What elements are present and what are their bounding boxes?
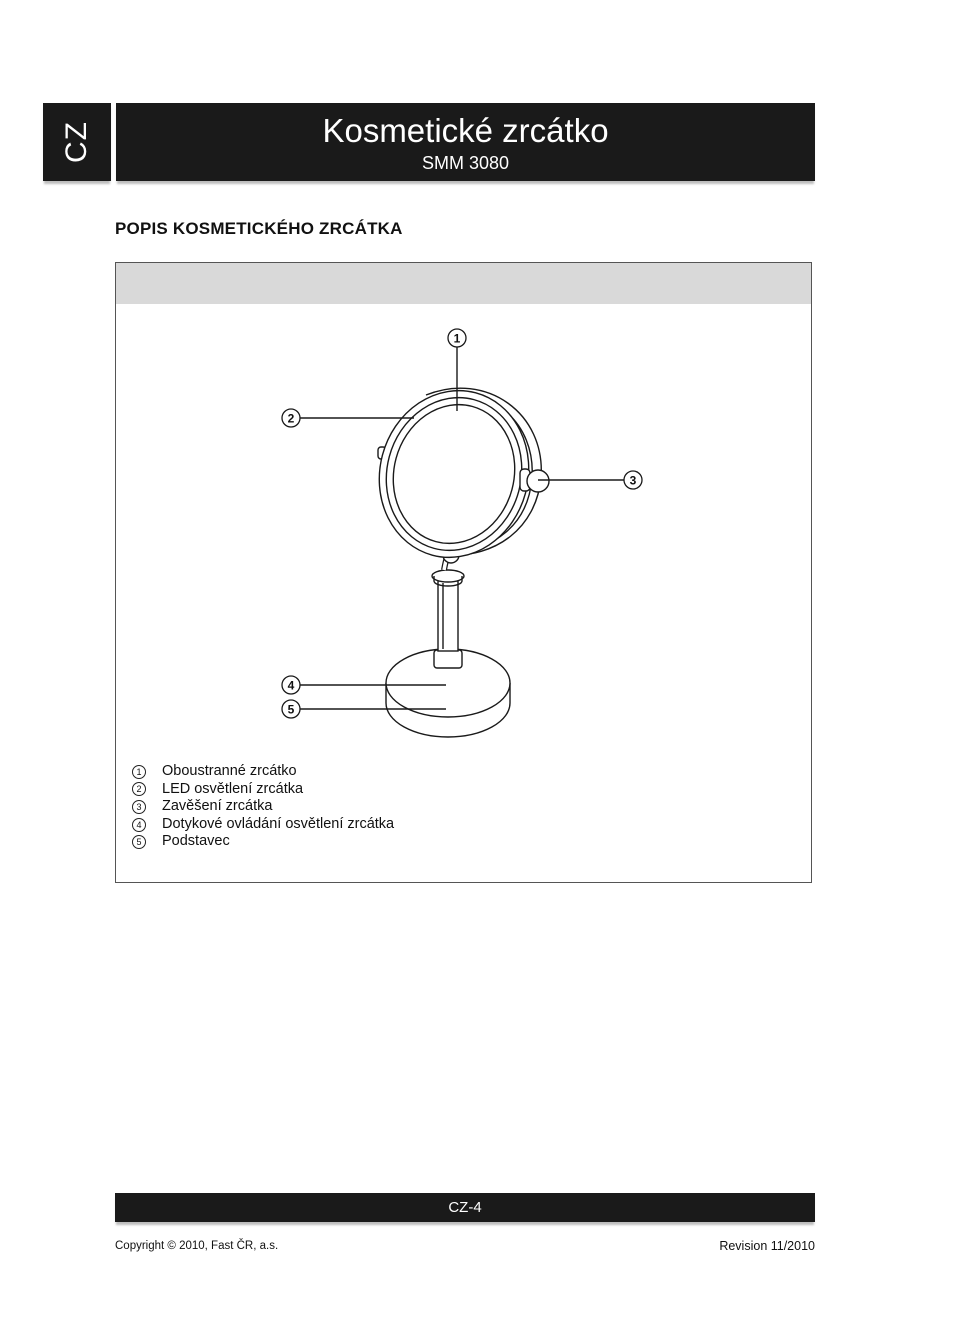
section-heading: POPIS KOSMETICKÉHO ZRCÁTKA [115,219,403,238]
page-number-bar [115,1193,815,1222]
language-tab [43,103,111,181]
mirror-outer-ring [361,374,547,575]
revision-label: Revision 11/2010 [719,1239,815,1253]
callout-4: 4 [287,678,295,693]
legend-text: Podstavec [162,833,230,850]
figure-box [115,262,812,883]
callout-3: 3 [629,473,637,488]
legend-item [132,833,394,851]
legend-number: 2 [132,782,146,796]
hinge-knob [527,470,549,492]
model-number: SMM 3080 [421,153,510,173]
callout-5: 5 [287,702,295,717]
legend-item [132,816,394,834]
legend-number: 4 [132,818,146,832]
legend-text: LED osvětlení zrcátka [162,780,304,797]
page-number: CZ-4 [448,1199,482,1216]
legend-text: Oboustranné zrcátko [162,763,297,779]
copyright-notice: Copyright © 2010, Fast ČR, a.s. [115,1240,279,1252]
page-title: Kosmetické zrcátko [322,112,609,149]
parts-legend [132,763,394,851]
legend-item [132,781,394,799]
stem [438,581,458,651]
stem-collar [434,650,462,668]
language-code: CZ [60,121,93,163]
legend-number: 1 [132,765,146,779]
legend-item [132,798,394,816]
legend-number: 3 [132,800,146,814]
stem-thread [432,570,464,582]
legend-text: Dotykové ovládání osvětlení zrcátka [162,815,395,832]
legend-text: Zavěšení zrcátka [162,798,273,815]
callout-1: 1 [453,331,461,346]
page-header [116,103,815,181]
callout-2: 2 [287,411,295,426]
legend-item [132,763,394,781]
legend-number: 5 [132,835,146,849]
